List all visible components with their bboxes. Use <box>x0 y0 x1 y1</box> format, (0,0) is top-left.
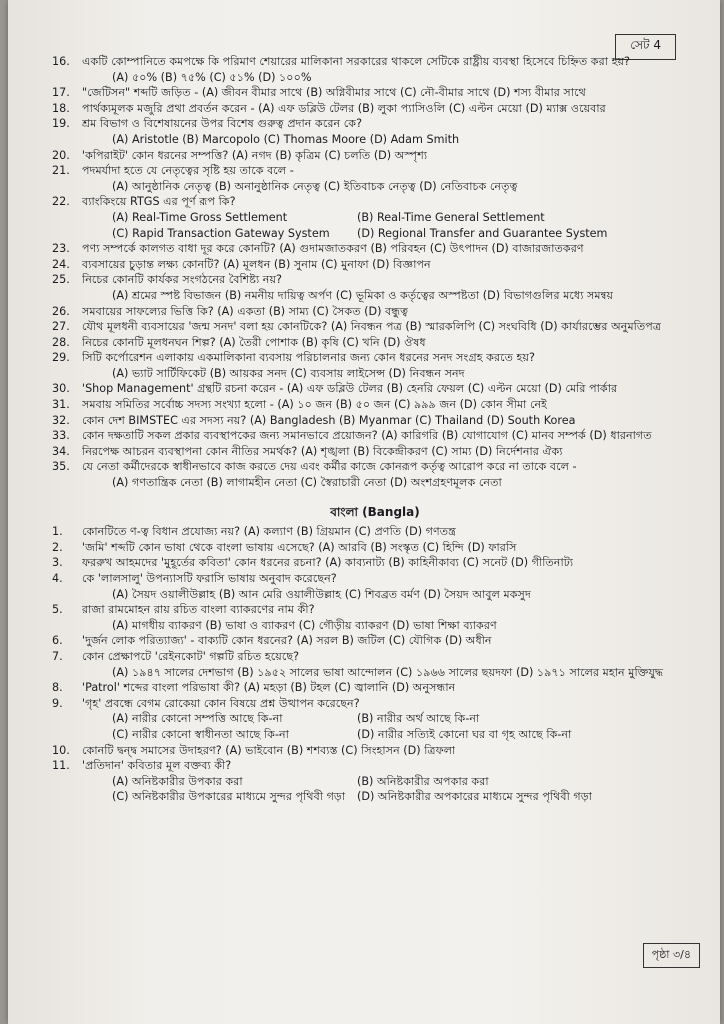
question-row <box>52 241 698 257</box>
question-text: পদমর্যাদা হতে যে নেতৃত্বের সৃষ্টি হয় তাকে বলে - <box>82 164 294 178</box>
question-row <box>52 381 698 397</box>
answer-options-grid <box>52 711 698 742</box>
question-row <box>52 350 698 366</box>
question-number: 22. <box>52 195 70 209</box>
answer-options: (A) ভ্যাট সার্টিফিকেট (B) আয়কর সনদ (C) ব্যবসায় লাইসেন্স (D) নিবন্ধন সনদ <box>112 366 465 380</box>
question-row <box>52 649 698 665</box>
set-label: সেট 4 <box>615 34 676 60</box>
question-text: শ্রম বিভাগ ও বিশেষায়নের উপর বিশেষ গুরুত্ব প্রদান করেন কে? <box>82 117 363 131</box>
question-row <box>52 148 698 164</box>
question-row <box>52 413 698 429</box>
question-text: একটি কোম্পানিতে কমপক্ষে কি পরিমাণ শেয়ারের মালিকানা সরকারের থাকলে সেটিকে রাষ্ট্রীয় ব্যবস্থা হিসেবে চিহ্নিত করা হয়? <box>82 55 630 68</box>
question-text: ফররুখ আহমদের 'মুহূর্তের কবিতা' কোন ধরনের রচনা? (A) কাব্যনাট্য (B) কাহিনীকাব্য (C) সনেট (D) গীতিনাট্য <box>82 556 574 570</box>
answer-option: (B) অনিষ্টকারীর অপকার করা <box>357 774 489 788</box>
question-number: 30. <box>52 382 70 396</box>
question-number: 10. <box>52 743 70 757</box>
question-text: 'জমি' শব্দটি কোন ভাষা থেকে বাংলা ভাষায় এসেছে? (A) আরবি (B) সংস্কৃত (C) হিন্দি (D) ফারসি <box>82 540 517 554</box>
question-text: কোন প্রেক্ষাপটে 'রেইনকোট' গল্পটি রচিত হয়েছে? <box>82 649 300 663</box>
question-text: 'দুর্জন লোক পরিত্যাজ্য' - বাক্যটি কোন ধরনের? (A) সরল B) জটিল (C) যৌগিক (D) অধীন <box>82 634 492 648</box>
exam-page <box>8 0 720 1024</box>
question-number: 26. <box>52 304 70 318</box>
answer-options: (A) গণতান্ত্রিক নেতা (B) লাগামহীন নেতা (C) স্বৈরাচারী নেতা (D) অংশগ্রহণমূলক নেতা <box>112 476 502 490</box>
question-number: 6. <box>52 634 63 648</box>
answer-option: (C) অনিষ্টকারীর উপকারের মাধ্যমে সুন্দর পৃথিবী গড়া <box>112 790 346 804</box>
question-row <box>52 428 698 444</box>
question-number: 25. <box>52 273 70 287</box>
question-number: 3. <box>52 556 63 570</box>
question-row <box>52 194 698 210</box>
question-row <box>52 304 698 320</box>
question-row <box>52 101 698 117</box>
answer-option: (A) অনিষ্টকারীর উপকার করা <box>112 774 243 788</box>
question-number: 24. <box>52 257 70 271</box>
question-row <box>52 696 698 712</box>
answer-options: (A) মাগধীয় ব্যাকরণ (B) ভাষা ও ব্যাকরণ (C) গৌড়ীয় ব্যাকরণ (D) ভাষা শিক্ষা ব্যাকরণ <box>112 618 497 632</box>
question-text: কোনটিতে ণ-ত্ব বিধান প্রযোজ্য নয়? (A) কল্যাণ (B) গ্রিয়মান (C) প্রণতি (D) গণতন্ত্র <box>82 525 456 539</box>
question-row <box>52 743 698 759</box>
answer-options: (A) ১৯৪৭ সালের দেশভাগ (B) ১৯৫২ সালের ভাষা আন্দোলন (C) ১৯৬৬ সালের ছয়দফা (D) ১৯৭১ সালের মহান মুক্তিযুদ্ধ <box>112 665 664 679</box>
question-number: 28. <box>52 335 70 349</box>
answer-options: (A) সৈয়দ ওয়ালীউল্লাহ (B) আন মেরি ওয়ালীউল্লাহ (C) শিবব্রত বর্মণ (D) সৈয়দ আবুল মকসুদ <box>112 587 531 601</box>
question-number: 8. <box>52 681 63 695</box>
answer-options: (A) আনুষ্ঠানিক নেতৃত্ব (B) অনানুষ্ঠানিক নেতৃত্ব (C) ইতিবাচক নেতৃত্ব (D) নেতিবাচক নেতৃত্ব <box>112 179 518 193</box>
question-number: 2. <box>52 540 63 554</box>
question-text: 'Patrol' শব্দের বাংলা পরিভাষা কী? (A) মহড়া (B) টহল (C) জ্বালানি (D) অনুসন্ধান <box>82 681 456 695</box>
question-text: যে নেতা কর্মীদেরকে স্বাধীনভাবে কাজ করতে দেয় এবং কর্মীর কাজে কোনরূপ কর্তৃত্ব আরোপ করে না তাকে বলে - <box>82 460 577 474</box>
answer-option: (D) নারীর সত্যিই কোনো ঘর বা গৃহ আছে কি-না <box>357 727 572 741</box>
question-number: 23. <box>52 242 70 256</box>
bangla-question-list <box>52 524 698 805</box>
question-number: 1. <box>52 525 63 539</box>
question-number: 27. <box>52 320 70 334</box>
answer-options: (A) Aristotle (B) Marcopolo (C) Thomas Moore (D) Adam Smith <box>112 132 460 146</box>
question-text: 'গৃহ' প্রবন্ধে বেগম রোকেয়া কোন বিষয়ে প্রশ্ন উত্থাপন করেছেন? <box>82 696 360 710</box>
question-number: 29. <box>52 351 70 365</box>
question-number: 7. <box>52 649 63 663</box>
answer-options-grid <box>52 774 698 805</box>
question-row <box>52 319 698 335</box>
question-text: নিচের কোনটি কার্যকর সংগঠনের বৈশিষ্ট্য নয়? <box>82 273 282 287</box>
question-text: যৌথ মূলধনী ব্যবসায়ের 'জন্ম সনদ' বলা হয় কোনটিকে? (A) নিবন্ধন পত্র (B) স্মারকলিপি (C) সংঘবিধি (D) কার্যারম্ভের অনুমতিপত্র <box>82 320 662 334</box>
question-text: পণ্য সম্পর্কে কালগত বাধা দূর করে কোনটি? (A) গুদামজাতকরণ (B) পরিবহন (C) উৎপাদন (D) বাজারজাতকরণ <box>82 242 584 256</box>
question-text: সমবায় সমিতির সর্বোচ্চ সদস্য সংখ্যা হলো - (A) ১০ জন (B) ৫০ জন (C) ৯৯৯ জন (D) কোন সীমা নেই <box>82 398 547 412</box>
answer-option: (B) নারীর অর্থ আছে কি-না <box>357 712 480 726</box>
question-number: 18. <box>52 101 70 115</box>
question-text: রাজা রামমোহন রায় রচিত বাংলা ব্যাকরণের নাম কী? <box>82 603 315 617</box>
question-text: নিরপেক্ষ আচরন ব্যবস্থাপনা কোন নীতির সমর্থক? (A) শৃঙ্খলা (B) বিকেন্দ্রীকরণ (C) সাম্য (D) নির্দেশনার ঐক্য <box>82 444 563 458</box>
question-row <box>52 54 698 70</box>
question-text: কোনটি দ্বন্দ্ব সমাসের উদাহরণ? (A) ভাইবোন (B) শশব্যস্ত (C) সিংহাসন (D) ত্রিফলা <box>82 743 456 757</box>
question-number: 35. <box>52 460 70 474</box>
question-number: 19. <box>52 117 70 131</box>
answer-option: (B) Real-Time General Settlement <box>357 210 545 224</box>
question-row <box>52 524 698 540</box>
question-row <box>52 459 698 475</box>
question-number: 31. <box>52 398 70 412</box>
question-number: 11. <box>52 759 70 773</box>
question-row <box>52 633 698 649</box>
question-row <box>52 257 698 273</box>
answer-option: (A) Real-Time Gross Settlement <box>112 210 288 224</box>
question-row <box>52 335 698 351</box>
question-text: 'Shop Management' গ্রন্থটি রচনা করেন - (A) এফ ডব্লিউ টেলর (B) হেনরি ফেয়ল (C) এল্টন মেয়ো (D) মেরি পার্কার <box>82 382 618 396</box>
question-row <box>52 272 698 288</box>
answer-option: (A) নারীর কোনো সম্পত্তি আছে কি-না <box>112 712 283 726</box>
answer-options: (A) ৫০% (B) ৭৫% (C) ৫১% (D) ১০০% <box>112 70 312 84</box>
question-row <box>52 444 698 460</box>
business-question-list <box>52 54 698 491</box>
question-text: কে 'লালসালু' উপন্যাসটি ফরাসি ভাষায় অনুবাদ করেছেন? <box>82 572 337 585</box>
question-number: 34. <box>52 444 70 458</box>
question-text: "জেটিসন" শব্দটি জড়িত - (A) জীবন বীমার সাথে (B) অগ্নিবীমার সাথে (C) নৌ-বীমার সাথে (D) শস্য বীমার সাথে <box>82 86 586 100</box>
question-row <box>52 680 698 696</box>
question-row <box>52 540 698 556</box>
page-number: পৃষ্ঠা ৩/৪ <box>643 943 700 968</box>
section-title-bangla: বাংলা (Bangla) <box>330 504 420 519</box>
question-text: সিটি কর্পোরেশন এলাকায় একমালিকানা ব্যবসায় পরিচালনার জন্য কোন ধরনের সনদ সংগ্রহ করতে হয়? <box>82 351 535 365</box>
question-number: 21. <box>52 164 70 178</box>
answer-option: (C) Rapid Transaction Gateway System <box>112 226 330 240</box>
question-number: 33. <box>52 429 70 443</box>
question-row <box>52 758 698 774</box>
question-number: 5. <box>52 603 63 617</box>
question-number: 16. <box>52 55 70 68</box>
question-text: সমবায়ের সাফল্যের ভিত্তি কি? (A) একতা (B) সাম্য (C) সৈকত (D) বন্ধুত্ব <box>82 304 409 318</box>
question-number: 32. <box>52 413 70 427</box>
answer-options-grid <box>52 210 698 241</box>
questions-area <box>52 54 698 805</box>
question-number: 4. <box>52 572 63 585</box>
question-text: ব্যবসায়ের চুড়ান্ত লক্ষ্য কোনটি? (A) মূলধন (B) সুনাম (C) মুনাফা (D) বিজ্ঞাপন <box>82 257 431 271</box>
answer-option: (C) নারীর কোনো স্বাধীনতা আছে কি-না <box>112 727 289 741</box>
question-text: 'কপিরাইট' কোন ধরনের সম্পত্তি? (A) নগদ (B) কৃত্রিম (C) চলতি (D) অস্পৃশ্য <box>82 148 428 162</box>
question-number: 9. <box>52 696 63 710</box>
question-text: কোন দক্ষতাটি সকল প্রকার ব্যবস্থাপকের জন্য সমানভাবে প্রয়োজন? (A) কারিগরি (B) যোগাযোগ (C) মানব সম্পর্ক (D) ধারনাগত <box>82 429 652 443</box>
question-text: 'প্রতিদান' কবিতার মূল বক্তব্য কী? <box>82 759 232 773</box>
question-text: ব্যাংকিংয়ে RTGS এর পূর্ণ রূপ কি? <box>82 195 236 209</box>
question-number: 20. <box>52 148 70 162</box>
question-row <box>52 397 698 413</box>
question-row <box>52 116 698 132</box>
answer-option: (D) অনিষ্টকারীর অপকারের মাধ্যমে সুন্দর পৃথিবী গড়া <box>357 790 592 804</box>
answer-options: (A) শ্রমের স্পষ্ট বিভাজন (B) নমনীয় দায়িত্ব অর্পণ (C) ভূমিকা ও কর্তৃত্বের অস্পষ্টতা (D) বিভাগগুলির মধ্যে সমন্বয় <box>112 288 614 302</box>
question-text: পার্থক্যমূলক মজুরি প্রথা প্রবর্তন করেন - (A) এফ ডব্লিউ টেলর (B) লুকা প্যাসিওলি (C) এল্টন মেয়ো (D) ম্যাক্স ওয়েবার <box>82 101 606 115</box>
question-row <box>52 85 698 101</box>
question-text: নিচের কোনটি মূলধনঘন শিল্প? (A) তৈরী পোশাক (B) কৃষি (C) খনি (D) ঔষধ <box>82 335 426 349</box>
question-row <box>52 555 698 571</box>
question-row <box>52 571 698 587</box>
question-text: কোন দেশ BIMSTEC এর সদস্য নয়? (A) Bangladesh (B) Myanmar (C) Thailand (D) South Korea <box>82 413 576 427</box>
question-row <box>52 163 698 179</box>
question-number: 17. <box>52 86 70 100</box>
answer-option: (D) Regional Transfer and Guarantee System <box>357 226 608 240</box>
question-row <box>52 602 698 618</box>
